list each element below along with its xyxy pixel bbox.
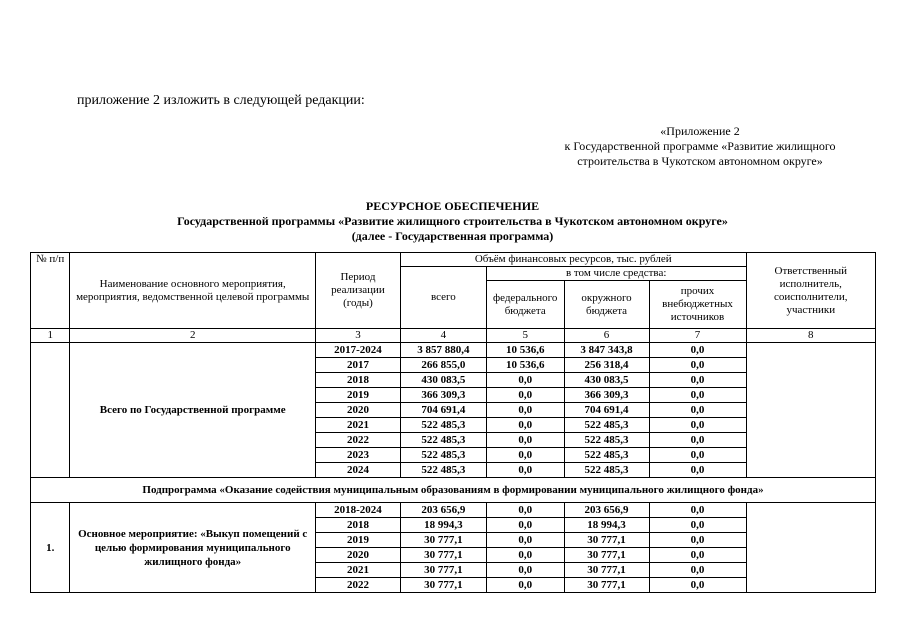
period-cell: 2019 [316,388,401,403]
okrug-budget-cell: 366 309,3 [564,388,649,403]
column-number: 5 [486,329,564,343]
federal-budget-cell: 0,0 [486,578,564,593]
federal-budget-cell: 0,0 [486,388,564,403]
other-sources-cell: 0,0 [649,578,746,593]
responsible-cell [746,343,875,478]
period-cell: 2020 [316,548,401,563]
federal-budget-cell: 0,0 [486,548,564,563]
federal-budget-cell: 0,0 [486,503,564,518]
column-number: 8 [746,329,875,343]
appendix-note [520,124,880,169]
column-number: 4 [400,329,486,343]
doc-title: РЕСУРСНОЕ ОБЕСПЕЧЕНИЕ [365,199,540,213]
subprogram-row [31,478,876,503]
period-cell: 2018 [316,518,401,533]
okrug-budget-cell: 256 318,4 [564,358,649,373]
period-cell: 2017 [316,358,401,373]
okrug-budget-cell: 3 847 343,8 [564,343,649,358]
total-amount-cell: 266 855,0 [400,358,486,373]
column-number: 2 [70,329,316,343]
other-sources-cell: 0,0 [649,403,746,418]
appendix-line-2: к Государственной программе «Развитие жилищного [564,139,836,153]
total-amount-cell: 704 691,4 [400,403,486,418]
other-sources-cell: 0,0 [649,358,746,373]
row-number-cell [31,343,70,478]
total-amount-cell: 522 485,3 [400,463,486,478]
header-responsible: Ответственный исполнитель, соисполнители, участники [746,253,875,329]
federal-budget-cell: 0,0 [486,518,564,533]
total-amount-cell: 522 485,3 [400,448,486,463]
total-amount-cell: 522 485,3 [400,433,486,448]
doc-subtitle: Государственной программы «Развитие жилищного строительства в Чукотском автономном округе» [177,214,728,228]
okrug-budget-cell: 30 777,1 [564,563,649,578]
table-row [31,343,876,358]
appendix-line-3: строительства в Чукотском автономном округе» [577,154,823,168]
period-cell: 2023 [316,448,401,463]
total-amount-cell: 430 083,5 [400,373,486,388]
header-num: № п/п [31,253,70,329]
other-sources-cell: 0,0 [649,548,746,563]
period-cell: 2017-2024 [316,343,401,358]
header-volume: Объём финансовых ресурсов, тыс. рублей [400,253,746,267]
other-sources-cell: 0,0 [649,533,746,548]
okrug-budget-cell: 18 994,3 [564,518,649,533]
other-sources-cell: 0,0 [649,448,746,463]
okrug-budget-cell: 30 777,1 [564,533,649,548]
federal-budget-cell: 0,0 [486,373,564,388]
header-all: всего [400,267,486,329]
column-numbers-row [31,329,876,343]
period-cell: 2019 [316,533,401,548]
total-amount-cell: 203 656,9 [400,503,486,518]
subprogram-title: Подпрограмма «Оказание содействия муниципальным образованиям в формировании муниципального жилищного фонда» [31,478,876,503]
total-amount-cell: 18 994,3 [400,518,486,533]
other-sources-cell: 0,0 [649,503,746,518]
header-name: Наименование основного мероприятия, мероприятия, ведомственной целевой программы [70,253,316,329]
total-amount-cell: 522 485,3 [400,418,486,433]
header-incl: в том числе средства: [486,267,746,281]
okrug-budget-cell: 522 485,3 [564,418,649,433]
other-sources-cell: 0,0 [649,388,746,403]
total-amount-cell: 366 309,3 [400,388,486,403]
other-sources-cell: 0,0 [649,373,746,388]
total-amount-cell: 3 857 880,4 [400,343,486,358]
other-sources-cell: 0,0 [649,433,746,448]
okrug-budget-cell: 430 083,5 [564,373,649,388]
period-cell: 2020 [316,403,401,418]
federal-budget-cell: 0,0 [486,463,564,478]
total-amount-cell: 30 777,1 [400,533,486,548]
federal-budget-cell: 0,0 [486,563,564,578]
okrug-budget-cell: 704 691,4 [564,403,649,418]
header-period: Период реализации (годы) [316,253,401,329]
column-number: 6 [564,329,649,343]
federal-budget-cell: 10 536,6 [486,358,564,373]
intro-text: приложение 2 изложить в следующей редакции: [77,93,365,108]
appendix-line-1: «Приложение 2 [660,124,740,138]
period-cell: 2018-2024 [316,503,401,518]
okrug-budget-cell: 522 485,3 [564,448,649,463]
measure-label: Основное мероприятие: «Выкуп помещений с целью формирования муниципального жилищного фонда» [70,503,316,593]
other-sources-cell: 0,0 [649,563,746,578]
total-amount-cell: 30 777,1 [400,578,486,593]
total-label: Всего по Государственной программе [70,343,316,478]
total-amount-cell: 30 777,1 [400,548,486,563]
period-cell: 2024 [316,463,401,478]
federal-budget-cell: 0,0 [486,418,564,433]
other-sources-cell: 0,0 [649,463,746,478]
okrug-budget-cell: 30 777,1 [564,578,649,593]
responsible-cell [746,503,875,593]
okrug-budget-cell: 30 777,1 [564,548,649,563]
federal-budget-cell: 0,0 [486,533,564,548]
okrug-budget-cell: 203 656,9 [564,503,649,518]
header-other: прочих внебюджетных источников [649,281,746,329]
period-cell: 2021 [316,418,401,433]
other-sources-cell: 0,0 [649,418,746,433]
header-federal: федерального бюджета [486,281,564,329]
period-cell: 2022 [316,433,401,448]
other-sources-cell: 0,0 [649,518,746,533]
period-cell: 2018 [316,373,401,388]
federal-budget-cell: 10 536,6 [486,343,564,358]
column-number: 3 [316,329,401,343]
row-number-cell: 1. [31,503,70,593]
period-cell: 2021 [316,563,401,578]
resource-table [30,252,876,593]
okrug-budget-cell: 522 485,3 [564,433,649,448]
column-number: 1 [31,329,70,343]
doc-subtitle-note: (далее - Государственная программа) [351,229,554,243]
table-row [31,503,876,518]
federal-budget-cell: 0,0 [486,433,564,448]
other-sources-cell: 0,0 [649,343,746,358]
federal-budget-cell: 0,0 [486,403,564,418]
okrug-budget-cell: 522 485,3 [564,463,649,478]
column-number: 7 [649,329,746,343]
federal-budget-cell: 0,0 [486,448,564,463]
total-amount-cell: 30 777,1 [400,563,486,578]
header-okrug: окружного бюджета [564,281,649,329]
period-cell: 2022 [316,578,401,593]
